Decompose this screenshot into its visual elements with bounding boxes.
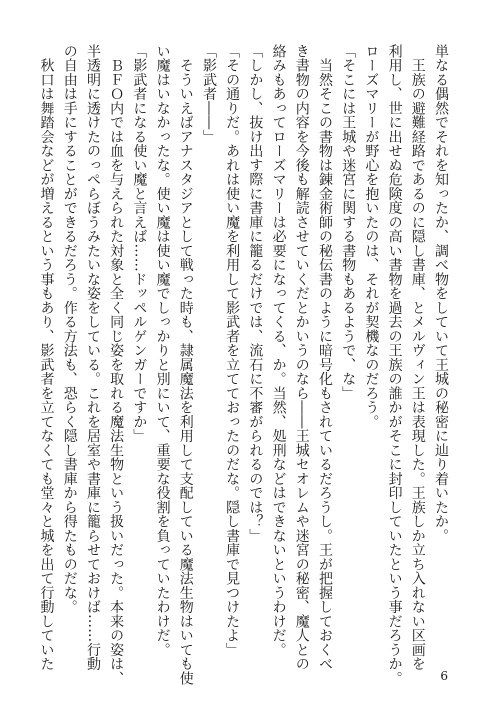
text-line: 王族の避難経路であるのに隠し書庫、とメルヴィン王は表現した。王族しか立ち入れない区画を bbox=[409, 44, 426, 671]
vertical-text-body bbox=[34, 44, 452, 686]
text-line: の自由は手にすることができるだろう。作る方法も、恐らく隠し書庫から得たものだな。 bbox=[61, 44, 78, 614]
text-line: 「影武者――」 bbox=[200, 44, 217, 144]
text-line: 絡みもあってローズマリーは必要になってくる、か。当然、処刑などはできないというわけだ。 bbox=[270, 44, 287, 657]
text-line: 「その通りだ。あれは使い魔を利用して影武者を立てておったのだな。隠し書庫で見つけたよ」 bbox=[224, 44, 241, 657]
text-line: 半透明に透けたのっぺらぼうみたいな姿をしている。これを居室や書庫に籠らせておけば……行動 bbox=[84, 44, 101, 671]
text-line: き書物の内容を今後も解読させていくだとかいうのなら――王城セオレムや迷宮の秘密、魔人との bbox=[293, 44, 310, 671]
text-line: 単なる偶然でそれを知ったか、調べ物をしていて王城の秘密に辿り着いたか。 bbox=[433, 44, 449, 543]
text-line: 「しかし、抜け出す際に書庫に籠るだけでは、流石に不審がられるのでは？」 bbox=[247, 44, 264, 543]
text-line: 「そこには王城や迷宮に関する書物もあるようで、な」 bbox=[340, 44, 357, 401]
text-line: 当然そこの書物は錬金術師の秘伝書のように暗号化もされているだろうし。王が把握しておくべ bbox=[316, 44, 333, 671]
text-line: ＢＦＯ内では血を与えられた対象と全く同じ姿を取れる魔法生物という扱いだった。本来の姿は、 bbox=[108, 44, 125, 686]
text-line: ローズマリーが野心を抱いたのは、それが契機なのだろう。 bbox=[363, 44, 380, 429]
text-line: 利用し、世に出せぬ危険度の高い書物を過去の王族の誰かがそこに封印していたという事だろうか。 bbox=[386, 44, 403, 686]
text-line: 「影武者になる使い魔と言えば……ドッペルゲンガーですか」 bbox=[131, 44, 148, 443]
text-line: そういえばアナスタジアとして戦った時も、隷属魔法を利用して支配している魔法生物はいても使 bbox=[177, 44, 194, 686]
text-line: い魔はいなかったな。使い魔は使い魔でしっかりと別にいて、重要な役割を負っていたわけだ。 bbox=[154, 44, 171, 657]
page-number: 6 bbox=[440, 669, 448, 683]
text-line: 秋口は舞踏会などが増えるという事もあり、影武者を立てなくても堂々と城を出て行動していた bbox=[38, 44, 55, 671]
